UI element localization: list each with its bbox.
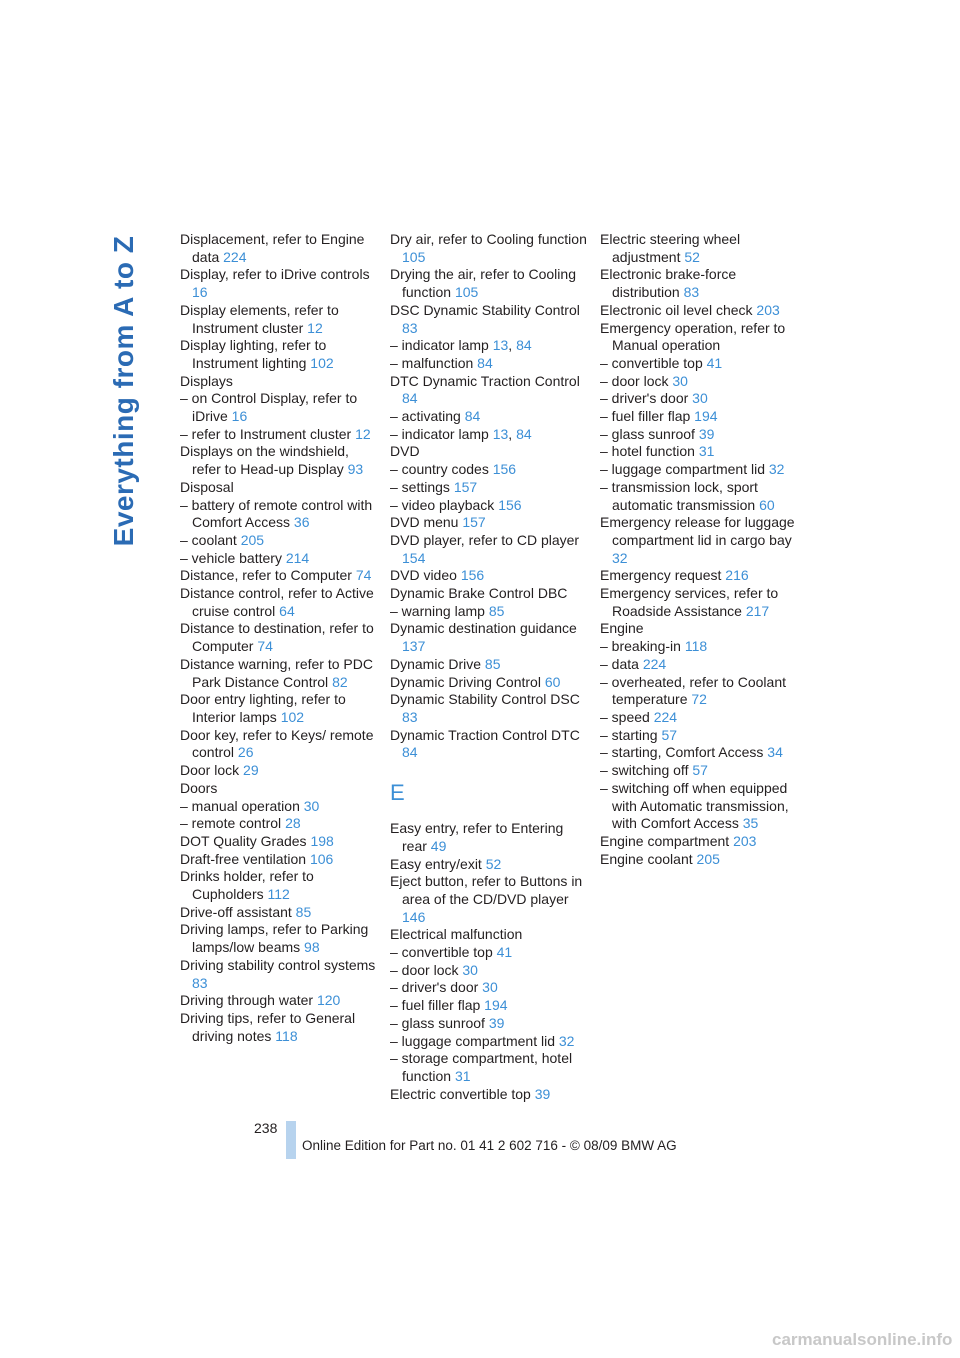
index-entry [180,815,380,833]
page-link[interactable]: 57 [692,762,708,779]
entry-term: – door lock [600,372,669,389]
page-link[interactable]: 41 [706,354,723,371]
index-entry [390,1086,590,1104]
page-link[interactable]: 83 [192,974,208,991]
page-link[interactable]: 112 [267,886,290,903]
page-link[interactable]: 154 [402,549,426,566]
watermark: carmanualsonline.info [772,1330,953,1349]
entry-term: Driving through water [180,992,314,1009]
index-entry [180,921,380,956]
entry-term: Display elements, refer to Instrument cluster [180,301,339,336]
page-link[interactable]: 16 [192,284,208,301]
entry-term: – battery of remote control with Comfort Access [180,496,373,531]
entry-term: Emergency operation, refer to Manual operation [600,319,786,354]
entry-term: – warning lamp [390,602,485,619]
index-entry [180,798,380,816]
page-link[interactable]: 224 [653,708,678,725]
page-link[interactable]: 36 [293,514,310,531]
page-link[interactable]: 198 [310,832,334,849]
page-link[interactable]: 30 [672,372,688,389]
index-entry [600,620,800,638]
entry-term: – indicator lamp [390,337,489,354]
entry-term: – transmission lock, sport automatic transmission [600,478,758,513]
entry-term: – convertible top [600,354,703,371]
entry-term: – starting [600,726,658,743]
page-link[interactable]: 12 [307,319,323,336]
index-entry [600,320,800,355]
entry-term: Driving lamps, refer to Parking lamps/low beams [180,921,369,956]
index-entry [180,373,380,391]
entry-term: DVD player, refer to CD player [390,531,580,548]
index-entry [390,443,590,461]
index-entry [390,1050,590,1085]
entry-term: Dynamic Driving Control [390,673,541,690]
entry-term: Dynamic Stability Control DSC [390,691,580,708]
index-entry [180,231,380,266]
index-entry [600,514,800,567]
entry-term: – driver's door [600,390,689,407]
side-title: Everything from A to Z [108,235,139,547]
index-entry [390,497,590,515]
index-entry [180,550,380,568]
page-separator: , [508,425,513,442]
page-link[interactable]: 102 [310,354,334,371]
entry-term: DOT Quality Grades [180,832,307,849]
page-link[interactable]: 156 [492,461,517,478]
entry-term: Electronic brake-force distribution [600,266,737,301]
page-link[interactable]: 13 [492,337,509,354]
index-entry [180,780,380,798]
index-entry [600,443,800,461]
index-entry [600,302,800,320]
entry-term: – country codes [390,461,489,478]
page-link[interactable]: 102 [280,708,305,725]
entry-term: Engine [600,620,644,637]
index-entry [600,426,800,444]
index-entry [390,656,590,674]
entry-term: Eject button, refer to Buttons in area of the CD/DVD player [390,873,583,907]
page-link[interactable]: 72 [691,691,707,708]
index-entry [180,567,380,585]
entry-term: – fuel filler flap [600,408,691,425]
entry-term: Dry air, refer to Cooling function [390,231,587,247]
entry-term: – storage compartment, hotel function [390,1050,573,1084]
index-entry [390,408,590,426]
entry-term: Drive-off assistant [180,903,292,920]
entry-term: – switching off when equipped with Automatic transmission, with Comfort Access [600,779,789,832]
footer-bar [286,1121,296,1159]
page-link[interactable]: 52 [684,248,700,265]
entry-term: Door lock [180,762,240,779]
index-entry [180,426,380,444]
index-entry [390,926,590,944]
index-entry [600,638,800,656]
index-entry [390,962,590,980]
page-link[interactable]: 34 [767,744,783,761]
index-entry [390,603,590,621]
index-entry [180,266,380,301]
entry-term: DSC Dynamic Stability Control [390,301,580,318]
entry-term: Dynamic destination guidance [390,620,577,637]
page-link[interactable]: 84 [516,425,532,442]
index-entry [180,532,380,550]
index-entry [180,833,380,851]
page-link[interactable]: 28 [285,815,301,832]
index-entry [390,620,590,655]
entry-term: DVD video [390,567,457,584]
index-entry [390,585,590,603]
index-column-1 [180,231,380,1045]
entry-term: Displays on the windshield, refer to Head-up Display [180,443,349,478]
index-entry [390,532,590,567]
entry-term: – manual operation [180,797,300,814]
index-entry [600,266,800,301]
page-link[interactable]: 30 [692,390,708,407]
page-link[interactable]: 194 [484,997,508,1014]
page-link[interactable]: 39 [534,1085,551,1102]
page-link[interactable]: 205 [696,850,720,867]
entry-term: – remote control [180,815,282,832]
page-link[interactable]: 32 [612,549,628,566]
index-entry [390,266,590,301]
index-entry [390,355,590,373]
index-entry [180,691,380,726]
entry-term: Emergency services, refer to Roadside Assistance [600,585,779,619]
entry-term: Display lighting, refer to Instrument lighting [180,337,327,371]
entry-term: Dynamic Traction Control DTC [390,726,580,743]
entry-term: DVD [390,443,420,460]
entry-term: Driving tips, refer to General driving notes [180,1009,356,1044]
index-entry [390,1033,590,1051]
index-entry [600,585,800,620]
index-entry [390,820,590,855]
entry-term: – settings [390,478,450,495]
page-link[interactable]: 32 [558,1032,575,1049]
entry-term: – on Control Display, refer to iDrive [180,390,358,425]
page-link[interactable]: 83 [402,708,418,725]
entry-term: Drinks holder, refer to Cupholders [180,868,314,903]
page-link[interactable]: 203 [756,301,780,318]
page-link[interactable]: 83 [683,284,700,301]
index-entry [180,656,380,691]
index-entry [600,373,800,391]
page-link[interactable]: 30 [462,961,478,978]
entry-term: Easy entry, refer to Entering rear [390,820,564,854]
index-entry [390,727,590,762]
entry-term: Display, refer to iDrive controls [180,266,370,283]
index-entry [390,373,590,408]
index-entry [390,479,590,497]
entry-term: – driver's door [390,979,479,996]
page-link[interactable]: 85 [484,655,501,672]
page-link[interactable]: 30 [303,797,320,814]
entry-term: Displays [180,372,233,389]
page-link[interactable]: 156 [498,496,522,513]
entry-term: Distance to destination, refer to Computer [180,620,374,655]
page-link[interactable]: 194 [694,408,718,425]
entry-term: DTC Dynamic Traction Control [390,372,580,389]
index-entry [600,744,800,762]
entry-term: – data [600,655,639,672]
index-entry [180,727,380,762]
entry-term: Electric steering wheel adjustment [600,231,741,265]
page-link[interactable]: 105 [454,284,479,301]
index-entry [600,656,800,674]
page-link[interactable]: 224 [223,248,247,265]
page-link[interactable]: 31 [454,1067,471,1084]
page-link[interactable]: 31 [698,443,715,460]
page-link[interactable]: 74 [257,638,273,655]
entry-term: Draft-free ventilation [180,850,307,867]
page-link[interactable]: 84 [516,337,532,354]
index-entry [600,851,800,869]
index-entry [180,868,380,903]
page-link[interactable]: 203 [733,832,757,849]
page-link[interactable]: 74 [355,567,372,584]
entry-term: – switching off [600,762,689,779]
entry-term: – video playback [390,496,495,513]
index-entry [390,302,590,337]
index-entry [180,337,380,372]
entry-term: Distance warning, refer to PDC Park Distance Control [180,655,373,690]
entry-term: Door key, refer to Keys/ remote control [180,726,374,761]
index-entry [180,302,380,337]
entry-term: – convertible top [390,944,493,961]
page-link[interactable]: 39 [698,425,715,442]
index-entry [600,479,800,514]
entry-term: Doors [180,779,218,796]
index-entry [180,585,380,620]
page-link[interactable]: 214 [285,549,310,566]
section-letter: E [390,780,405,806]
page-link[interactable]: 84 [402,390,418,407]
page-link[interactable]: 84 [477,354,493,371]
index-entry [600,355,800,373]
entry-term: Drying the air, refer to Cooling function [390,266,576,301]
index-entry [180,497,380,532]
index-entry [600,231,800,266]
entry-term: – luggage compartment lid [600,461,765,478]
page-link[interactable]: 13 [492,425,509,442]
index-entry [600,762,800,780]
entry-term: Door entry lighting, refer to Interior lamps [180,691,346,725]
page-link[interactable]: 98 [304,939,320,956]
index-entry [180,851,380,869]
entry-term: Distance control, refer to Active cruise control [180,585,374,619]
index-entry [390,1015,590,1033]
entry-term: – vehicle battery [180,549,282,566]
entry-term: – coolant [180,531,237,548]
index-entry [390,514,590,532]
entry-term: – luggage compartment lid [390,1032,555,1049]
index-entry [600,461,800,479]
page-link[interactable]: 12 [355,425,371,442]
page-link[interactable]: 120 [316,992,341,1009]
index-entry [180,443,380,478]
page-link[interactable]: 39 [488,1014,505,1031]
index-entry [600,709,800,727]
index-entry [180,992,380,1010]
index-entry [390,979,590,997]
index-entry [180,957,380,992]
entry-term: Electronic oil level check [600,301,753,318]
entry-term: – breaking-in [600,638,681,655]
page-link[interactable]: 216 [725,567,749,584]
page-link[interactable]: 29 [243,762,259,779]
entry-term: – refer to Instrument cluster [180,425,352,442]
page-link[interactable]: 118 [684,638,708,655]
entry-term: – starting, Comfort Access [600,744,764,761]
page-link[interactable]: 57 [661,726,678,743]
index-entry [390,461,590,479]
page-link[interactable]: 157 [462,514,486,531]
page-link[interactable]: 105 [402,248,426,265]
index-entry [390,873,590,926]
entry-term: – hotel function [600,443,695,460]
entry-term: Engine coolant [600,850,693,867]
page-link[interactable]: 32 [768,461,785,478]
entry-term: Engine compartment [600,832,730,849]
page-link[interactable]: 205 [240,531,265,548]
entry-term: – door lock [390,961,459,978]
entry-term: – fuel filler flap [390,997,481,1014]
page-link[interactable]: 64 [279,602,295,619]
index-entry [180,479,380,497]
page-link[interactable]: 85 [488,602,505,619]
index-entry [180,620,380,655]
index-entry [390,231,590,266]
entry-term: Displacement, refer to Engine data [180,231,365,265]
page-link[interactable]: 82 [332,673,348,690]
page-separator: , [508,337,513,354]
page-link[interactable]: 84 [402,744,418,761]
index-entry [390,944,590,962]
page-link[interactable]: 84 [464,408,481,425]
page-link[interactable]: 83 [402,319,418,336]
page-link[interactable]: 60 [544,673,561,690]
index-entry [390,674,590,692]
entry-term: – activating [390,408,461,425]
index-entry [600,567,800,585]
entry-term: – glass sunroof [600,425,695,442]
index-entry [600,780,800,833]
entry-term: – overheated, refer to Coolant temperature [600,673,787,708]
page-link[interactable]: 118 [275,1027,298,1044]
index-entry [390,691,590,726]
entry-term: Distance, refer to Computer [180,567,352,584]
index-entry [390,856,590,874]
page-link[interactable]: 146 [402,908,426,925]
page-link[interactable]: 85 [295,903,312,920]
page-link[interactable]: 35 [742,815,759,832]
index-entry [390,337,590,355]
index-entry [180,1010,380,1045]
entry-term: Electrical malfunction [390,926,523,943]
index-entry [390,426,590,444]
index-column-3 [600,231,800,868]
page-link[interactable]: 93 [347,461,364,478]
index-entry [390,997,590,1015]
entry-term: DVD menu [390,514,459,531]
page-number: 238 [254,1120,278,1136]
page-link[interactable]: 137 [402,638,426,655]
entry-term: – indicator lamp [390,425,489,442]
page-link[interactable]: 217 [745,602,770,619]
page-link[interactable]: 60 [759,496,775,513]
entry-term: Driving stability control systems [180,956,376,973]
index-entry [180,762,380,780]
entry-term: Disposal [180,478,234,495]
page-link[interactable]: 30 [482,979,498,996]
page-link[interactable]: 224 [642,655,667,672]
entry-term: Emergency release for luggage compartment lid in cargo bay [600,514,795,548]
page-link[interactable]: 157 [453,478,478,495]
page-link[interactable]: 106 [309,850,334,867]
entry-term: Easy entry/exit [390,855,482,872]
entry-term: – malfunction [390,354,474,371]
index-entry [600,674,800,709]
index-entry [600,727,800,745]
index-entry [600,833,800,851]
page-link[interactable]: 41 [496,944,513,961]
index-column-2 [390,231,590,1103]
index-entry [600,390,800,408]
entry-term: – glass sunroof [390,1014,485,1031]
index-entry [600,408,800,426]
page-link[interactable]: 26 [237,744,254,761]
entry-term: Emergency request [600,567,722,584]
page-link[interactable]: 52 [485,855,502,872]
index-entry [180,390,380,425]
entry-term: – speed [600,708,650,725]
footer-text: Online Edition for Part no. 01 41 2 602 716 - © 08/09 BMW AG [302,1138,677,1153]
entry-term: Electric convertible top [390,1085,531,1102]
index-entry [390,567,590,585]
entry-term: Dynamic Brake Control DBC [390,585,568,602]
page-link[interactable]: 156 [460,567,485,584]
page-link[interactable]: 49 [430,837,447,854]
entry-term: Dynamic Drive [390,655,482,672]
index-entry [180,904,380,922]
page-link[interactable]: 16 [231,408,248,425]
